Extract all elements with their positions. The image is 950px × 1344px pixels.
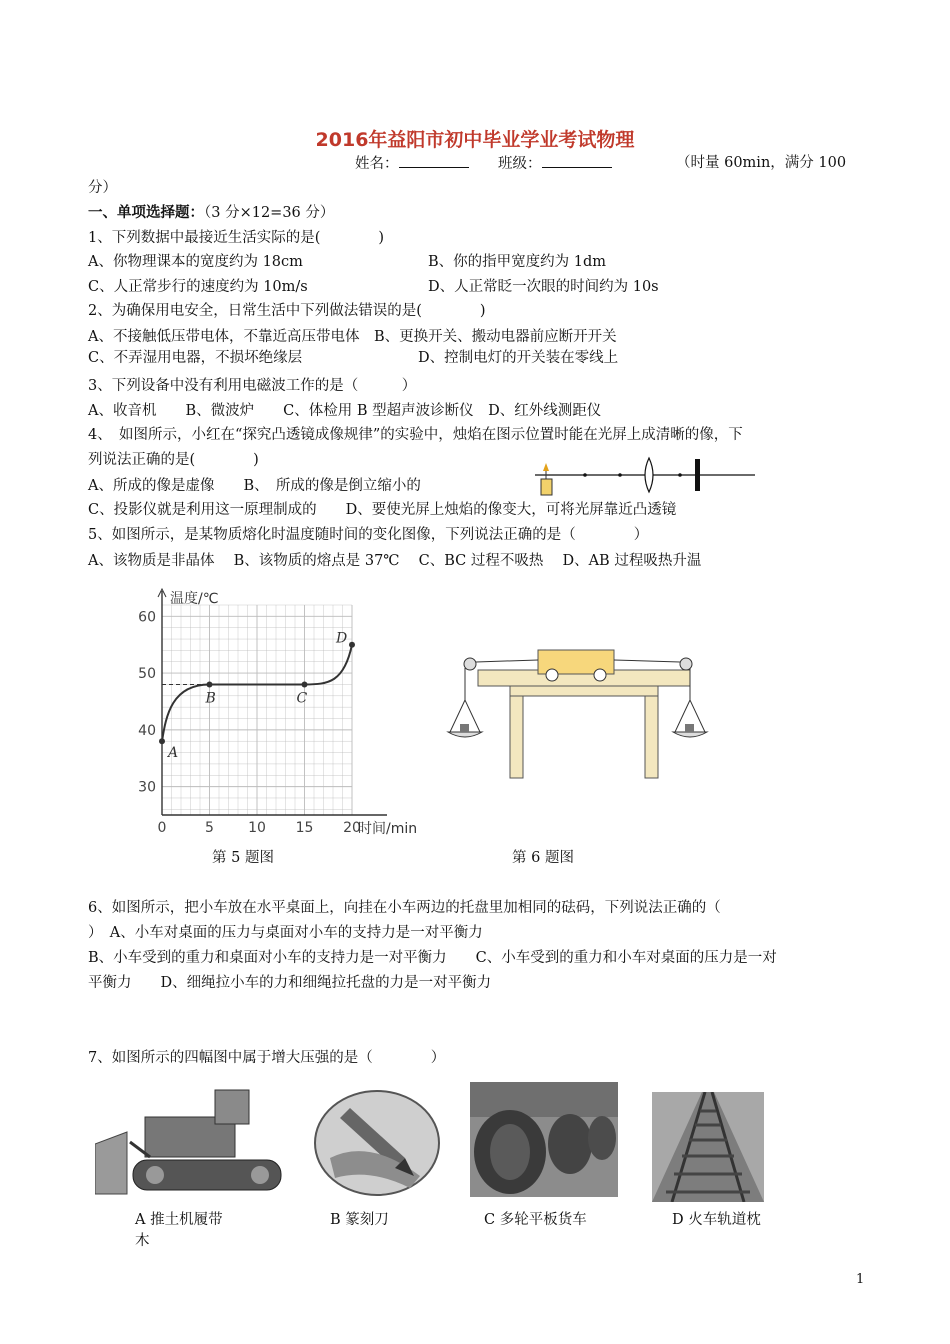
class-label: 班级： xyxy=(498,153,612,174)
point-B xyxy=(207,681,213,687)
y-tick-label: 50 xyxy=(138,666,156,683)
x-tick-label: 15 xyxy=(295,820,314,836)
q1-option-c: C、人正常步行的速度约为 10m/s xyxy=(88,279,308,295)
q3-stem: 3、下列设备中没有利用电磁波工作的是（ ） xyxy=(88,378,417,394)
x-tick-label: 5 xyxy=(205,820,214,836)
section1-heading: 一、单项选择题：（3 分×12=36 分） xyxy=(88,204,335,221)
x-axis-label: 时间/min xyxy=(358,821,418,837)
q6-line-1: 6、如图所示，把小车放在水平桌面上，向挂在小车两边的托盘里加相同的砝码，下列说法正确的（ xyxy=(88,900,721,916)
q7-caption-a-cont: 木 xyxy=(135,1233,150,1249)
railway-track-photo xyxy=(652,1092,764,1202)
q7-caption-c: C 多轮平板货车 xyxy=(484,1212,587,1228)
y-tick-label: 30 xyxy=(138,779,156,796)
q1-stem: 1、下列数据中最接近生活实际的是( ) xyxy=(88,230,385,246)
point-A xyxy=(159,738,165,744)
point-label-D: D xyxy=(336,630,348,647)
multi-wheel-truck-photo xyxy=(470,1082,618,1197)
q1-option-a: A、你物理课本的宽度约为 18cm xyxy=(88,254,303,270)
q2-option-c: C、不弄湿用电器，不损坏绝缘层 xyxy=(88,350,303,366)
q2-stem: 2、为确保用电安全，日常生活中下列做法错误的是( ) xyxy=(88,303,486,319)
page-number: 1 xyxy=(856,1272,865,1287)
q7-caption-d: D 火车轨道枕 xyxy=(672,1212,761,1228)
x-tick-label: 10 xyxy=(248,820,266,836)
q4-stem-1: 4、 如图所示，小红在“探究凸透镜成像规律”的实验中，烛焰在图示位置时能在光屏上成清晰的像，下 xyxy=(88,427,743,443)
q6-line-3: B、小车受到的重力和桌面对小车的支持力是一对平衡力 C、小车受到的重力和小车对桌面的压力是一对 xyxy=(88,950,777,966)
point-D xyxy=(349,642,355,648)
q7-caption-a: A 推土机履带 xyxy=(135,1212,223,1228)
q1-option-b: B、你的指甲宽度约为 1dm xyxy=(428,254,607,270)
q1-option-d: D、人正常眨一次眼的时间约为 10s xyxy=(428,279,659,295)
y-tick-label: 60 xyxy=(138,609,156,626)
melting-curve-chart xyxy=(130,585,450,840)
point-label-C: C xyxy=(296,690,308,707)
fig5-caption: 第 5 题图 xyxy=(212,850,274,866)
bulldozer-photo xyxy=(95,1082,285,1202)
fig6-caption: 第 6 题图 xyxy=(512,850,574,866)
x-tick-label: 0 xyxy=(157,820,167,836)
q5-options: A、该物质是非晶体 B、该物质的熔点是 37℃ C、BC 过程不吸热 D、AB 过程吸热升温 xyxy=(88,553,702,569)
class-blank[interactable] xyxy=(542,153,612,168)
page-title: 2016年益阳市初中毕业学业考试物理 xyxy=(315,129,635,151)
q5-stem: 5、如图所示，是某物质熔化时温度随时间的变化图像，下列说法正确的是（ ） xyxy=(88,527,649,543)
carving-knife-photo xyxy=(310,1088,445,1198)
name-blank[interactable] xyxy=(399,153,469,168)
point-label-B: B xyxy=(205,690,216,707)
q4-option-ab: A、所成的像是虚像 B、 所成的像是倒立缩小的 xyxy=(88,478,421,494)
optical-bench-figure xyxy=(530,455,760,505)
time-note: （时量 60min，满分 100 xyxy=(676,155,847,171)
cart-on-table-figure xyxy=(440,640,720,785)
q3-options: A、收音机 B、微波炉 C、体检用 B 型超声波诊断仪 D、红外线测距仪 xyxy=(88,403,602,419)
y-axis-label: 温度/℃ xyxy=(170,591,219,607)
q6-line-4: 平衡力 D、细绳拉小车的力和细绳拉托盘的力是一对平衡力 xyxy=(88,975,492,991)
name-label: 姓名： xyxy=(355,153,469,174)
q2-option-ab: A、不接触低压带电体，不靠近高压带电体 B、更换开关、搬动电器前应断开开关 xyxy=(88,329,617,345)
q7-caption-b: B 篆刻刀 xyxy=(330,1212,389,1228)
point-label-A: A xyxy=(168,745,179,762)
q2-option-d: D、控制电灯的开关装在零线上 xyxy=(418,350,619,366)
q6-line-2: ） A、小车对桌面的压力与桌面对小车的支持力是一对平衡力 xyxy=(88,925,483,941)
q4-option-cd: C、投影仪就是利用这一原理制成的 D、要使光屏上烛焰的像变大，可将光屏靠近凸透镜 xyxy=(88,502,677,518)
q7-stem: 7、如图所示的四幅图中属于增大压强的是（ ） xyxy=(88,1050,446,1066)
point-C xyxy=(302,681,308,687)
time-note-cont: 分） xyxy=(88,180,117,196)
y-tick-label: 40 xyxy=(138,722,156,739)
x-tick-label: 20 xyxy=(343,820,361,836)
q4-stem-2: 列说法正确的是( ) xyxy=(88,452,259,468)
